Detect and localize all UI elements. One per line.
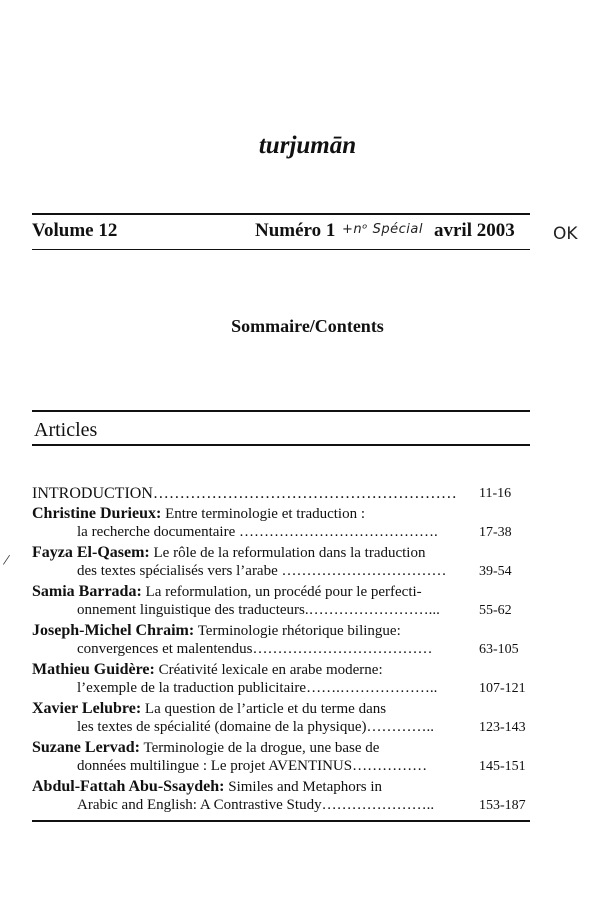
- toc-entry-line: [32, 660, 542, 680]
- toc-line-text: [32, 582, 422, 603]
- toc-entry-line: [32, 601, 542, 621]
- toc-title-text: l’exemple de la traduction publicitaire…….………………..: [77, 680, 438, 696]
- toc-entry-line: [32, 777, 542, 797]
- contents-heading: Sommaire/Contents: [231, 316, 384, 336]
- toc-author: Suzane Lervad:: [32, 738, 140, 756]
- toc-line-text: [32, 777, 382, 798]
- toc-entry-line: [32, 523, 542, 543]
- toc-author: Mathieu Guidère:: [32, 660, 155, 678]
- toc-title-text: Similes and Metaphors in: [228, 778, 382, 795]
- toc-line-text: [32, 738, 379, 759]
- toc-page-range: 63-105: [479, 642, 519, 657]
- toc-entry-line: [32, 757, 542, 777]
- toc-title-text: La reformulation, un procédé pour le perfecti-: [145, 583, 422, 600]
- volume-label: Volume 12: [32, 220, 118, 241]
- toc-line-text: [77, 757, 427, 777]
- toc-page-range: 17-38: [479, 525, 512, 540]
- toc-line-text: [77, 679, 437, 699]
- issue-date: avril 2003: [434, 220, 515, 241]
- toc-entry-line: [32, 738, 542, 758]
- toc-entry-line: [32, 504, 542, 524]
- toc-line-text: [77, 640, 433, 660]
- issue-underline: [32, 249, 530, 250]
- toc-line-text: [77, 796, 434, 816]
- toc-line-text: [32, 699, 386, 720]
- toc-author: Samia Barrada:: [32, 582, 142, 600]
- toc-title-text: Arabic and English: A Contrastive Study…………………..: [77, 797, 435, 813]
- toc-title-text: onnement linguistique des traducteurs.……………………...: [77, 602, 440, 618]
- toc-title-text: les textes de spécialité (domaine de la physique)…………..: [77, 719, 434, 735]
- toc-line-text: [32, 504, 365, 525]
- toc-page-range: 153-187: [479, 798, 526, 813]
- toc-author: Abdul-Fattah Abu-Ssaydeh:: [32, 777, 225, 795]
- toc-line-text: [77, 523, 438, 543]
- toc-title-text: Entre terminologie et traduction :: [165, 505, 366, 522]
- toc-entry-line: [32, 543, 542, 563]
- toc-title-text: des textes spécialisés vers l’arabe ……………………………: [77, 563, 447, 579]
- toc-author: Joseph-Michel Chraim:: [32, 621, 195, 639]
- toc-author: Xavier Lelubre:: [32, 699, 142, 717]
- toc-entry-line: [32, 484, 542, 504]
- toc-title-text: La question de l’article et du terme dans: [144, 700, 387, 717]
- top-rule: [32, 213, 530, 215]
- numero-label: Numéro 1: [255, 220, 336, 241]
- margin-pen-mark: /: [2, 551, 11, 570]
- toc-line-text: [32, 621, 401, 642]
- toc-entry-line: [32, 582, 542, 602]
- toc-entry-line: [32, 699, 542, 719]
- toc-author: Fayza El-Qasem:: [32, 543, 150, 561]
- toc-page-range: 123-143: [479, 720, 526, 735]
- toc-entry-line: [32, 679, 542, 699]
- toc-title-text: la recherche documentaire ………………………………….: [77, 524, 438, 540]
- toc-line-text: [77, 601, 440, 621]
- toc-title-text: Le rôle de la reformulation dans la traduction: [153, 544, 426, 561]
- toc-entry-line: [32, 718, 542, 738]
- toc-entry-line: [32, 640, 542, 660]
- toc-page-range: 11-16: [479, 486, 512, 501]
- toc-page-range: 39-54: [479, 564, 512, 579]
- articles-bottom-rule: [32, 444, 530, 446]
- toc-author: Christine Durieux:: [32, 504, 162, 522]
- articles-heading: Articles: [34, 419, 98, 441]
- toc-title-text: données multilingue : Le projet AVENTINUS……………: [77, 758, 428, 774]
- margin-ok-note: OK: [553, 224, 578, 244]
- toc-entry-line: [32, 796, 542, 816]
- toc-line-text: [32, 484, 457, 505]
- articles-top-rule: [32, 410, 530, 412]
- toc-entry-line: [32, 562, 542, 582]
- toc-line-text: [77, 562, 447, 582]
- toc-page-range: 145-151: [479, 759, 526, 774]
- toc-title-text: convergences et malentendus………………………………: [77, 641, 433, 657]
- toc-title-text: INTRODUCTION…………………………………………………: [32, 485, 457, 502]
- journal-title: turjumān: [258, 132, 357, 159]
- toc-page-range: 107-121: [479, 681, 526, 696]
- toc-title-text: Terminologie de la drogue, une base de: [143, 739, 380, 756]
- toc-title-text: Terminologie rhétorique bilingue:: [197, 622, 401, 639]
- toc-line-text: [32, 660, 383, 681]
- toc-line-text: [77, 718, 434, 738]
- toc-page-range: 55-62: [479, 603, 512, 618]
- issue-info-row: [32, 220, 530, 246]
- bottom-rule: [32, 820, 530, 822]
- toc-title-text: Créativité lexicale en arabe moderne:: [158, 661, 383, 678]
- toc-line-text: [32, 543, 425, 564]
- toc-entry-line: [32, 621, 542, 641]
- table-of-contents: [32, 484, 542, 816]
- handwritten-note: +nᵒ Spécial: [342, 222, 423, 237]
